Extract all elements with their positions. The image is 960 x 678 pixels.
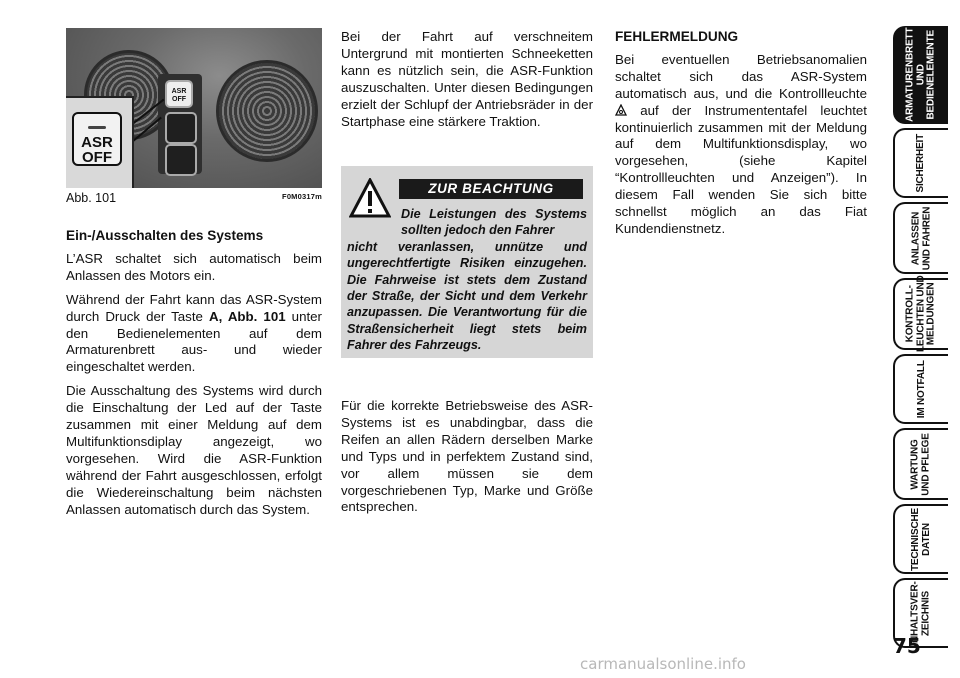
tab-im-notfall[interactable] <box>893 354 948 424</box>
tab-label: TECHNISCHE DATEN <box>910 507 932 571</box>
warning-text <box>347 206 587 354</box>
tab-kontrollleuchten[interactable] <box>893 275 948 353</box>
column-middle <box>341 29 593 137</box>
figure-asr-button <box>66 28 322 188</box>
figure-caption <box>66 191 322 205</box>
warning-body: nicht veranlassen, unnütze und ungerechtfertigte Risiken einzugehen. Die Fahrweise ist stets dem Zustand der Straße, der Sicht und dem Verkehr anzupassen. Die Verantwortung für die Straßensicherheit liegt stets beim Fahrer des Fahrzeugs. <box>347 239 587 353</box>
section-heading: FEHLERMELDUNG <box>615 29 739 44</box>
tab-armaturenbrett[interactable] <box>893 26 948 124</box>
column-left <box>66 228 322 526</box>
watermark: carmanualsonline.info <box>580 655 746 673</box>
paragraph: Für die korrekte Betriebsweise des ASR-Systems ist es unabdingbar, dass die Reifen an allen Rädern derselben Marke und Typs und in perfektem Zustand sind, vor allem müssen sie dem vorgeschriebenen Typ, Marke und Größe entsprechen. <box>341 398 593 515</box>
asr-warning-light-icon <box>615 104 627 116</box>
paragraph <box>66 292 322 377</box>
asr-small-key <box>165 80 193 108</box>
figure-label: Abb. 101 <box>66 191 117 205</box>
tab-anlassen[interactable] <box>893 202 948 274</box>
figure-reference: A, Abb. 101 <box>208 308 286 324</box>
text: unter den Bedienelementen auf dem Armaturenbrett aus- und wieder eingeschaltet werden. <box>66 308 322 375</box>
paragraph: Bei der Fahrt auf verschneitem Untergrund mit montierten Schneeketten kann es nützlich sein, die ASR-Funktion auszuschalten. Unter diesen Bedingungen erzielt der Schlupf der Antriebsräder in der Startphase eine stärkere Traktion. <box>341 29 593 129</box>
hazard-key <box>165 112 197 144</box>
tab-label: SICHERHEIT <box>915 133 927 193</box>
tab-label: KONTROLL- LEUCHTEN UND MELDUNGEN <box>904 275 937 353</box>
zoom-inset <box>66 96 134 188</box>
misc-key <box>165 144 197 176</box>
air-vent-right <box>216 60 318 162</box>
text: Bei eventuellen Betriebsanomalien schaltet sich das ASR-System automatisch aus, und die Kontrollleuchte <box>615 51 867 101</box>
column-right <box>615 29 867 245</box>
button-strip <box>158 74 202 174</box>
asr-off-key <box>72 112 122 166</box>
tab-label: INHALTSVER- ZEICHNIS <box>910 580 932 646</box>
tab-label: ANLASSEN UND FAHREN <box>910 206 932 270</box>
warning-lead: Die Leistungen des Systems sollten jedoch den Fahrer <box>401 207 587 238</box>
warning-title: ZUR BEACHTUNG <box>399 179 583 199</box>
paragraph <box>615 52 867 238</box>
asr-key-line2: OFF <box>82 149 112 166</box>
tab-label: WARTUNG UND PFLEGE <box>910 432 932 496</box>
tab-label: IM NOTFALL <box>915 360 927 418</box>
text: auf der Instrumententafel leuchtet kontinuierlich zusammen mit der Meldung auf dem Multifunktionsdisplay, wo vorgesehen, (siehe Kapitel “Kontrollleuchten und Anzeigen”). In diesem Fall wenden Sie sich bitte schnellst möglich an das Fiat Kundendienstnetz. <box>615 102 867 236</box>
figure-code: F0M0317m <box>282 192 322 201</box>
column-middle-lower <box>341 398 593 523</box>
section-heading: Ein-/Ausschalten des Systems <box>66 228 264 243</box>
tab-label: ARMATURENBRETT UND BEDIENELEMENTE <box>904 27 937 123</box>
tab-sicherheit[interactable] <box>893 128 948 198</box>
text: Während der Fahrt kann das ASR-System durch Druck der Taste <box>66 291 322 324</box>
asr-small-key-line2: OFF <box>172 96 186 103</box>
paragraph: L’ASR schaltet sich automatisch beim Anlassen des Motors ein. <box>66 250 322 283</box>
paragraph: Die Ausschaltung des Systems wird durch die Einschaltung der Led auf der Taste zusammen mit einer Meldung auf dem Multifunktionsdiplay angezeigt, wo vorgesehen. Wird die ASR-Funktion während der Fahrt ausgeschlossen, erfolgt die Wiedereinschaltung beim nächsten Anlassen automatisch durch das System. <box>66 383 322 517</box>
tab-wartung[interactable] <box>893 428 948 500</box>
warning-box <box>341 166 593 358</box>
led-indicator <box>88 126 106 129</box>
page-number: 75 <box>893 634 921 658</box>
tab-technische-daten[interactable] <box>893 504 948 574</box>
asr-small-key-line1: ASR <box>171 88 187 95</box>
asr-key-line1: ASR <box>81 134 113 151</box>
